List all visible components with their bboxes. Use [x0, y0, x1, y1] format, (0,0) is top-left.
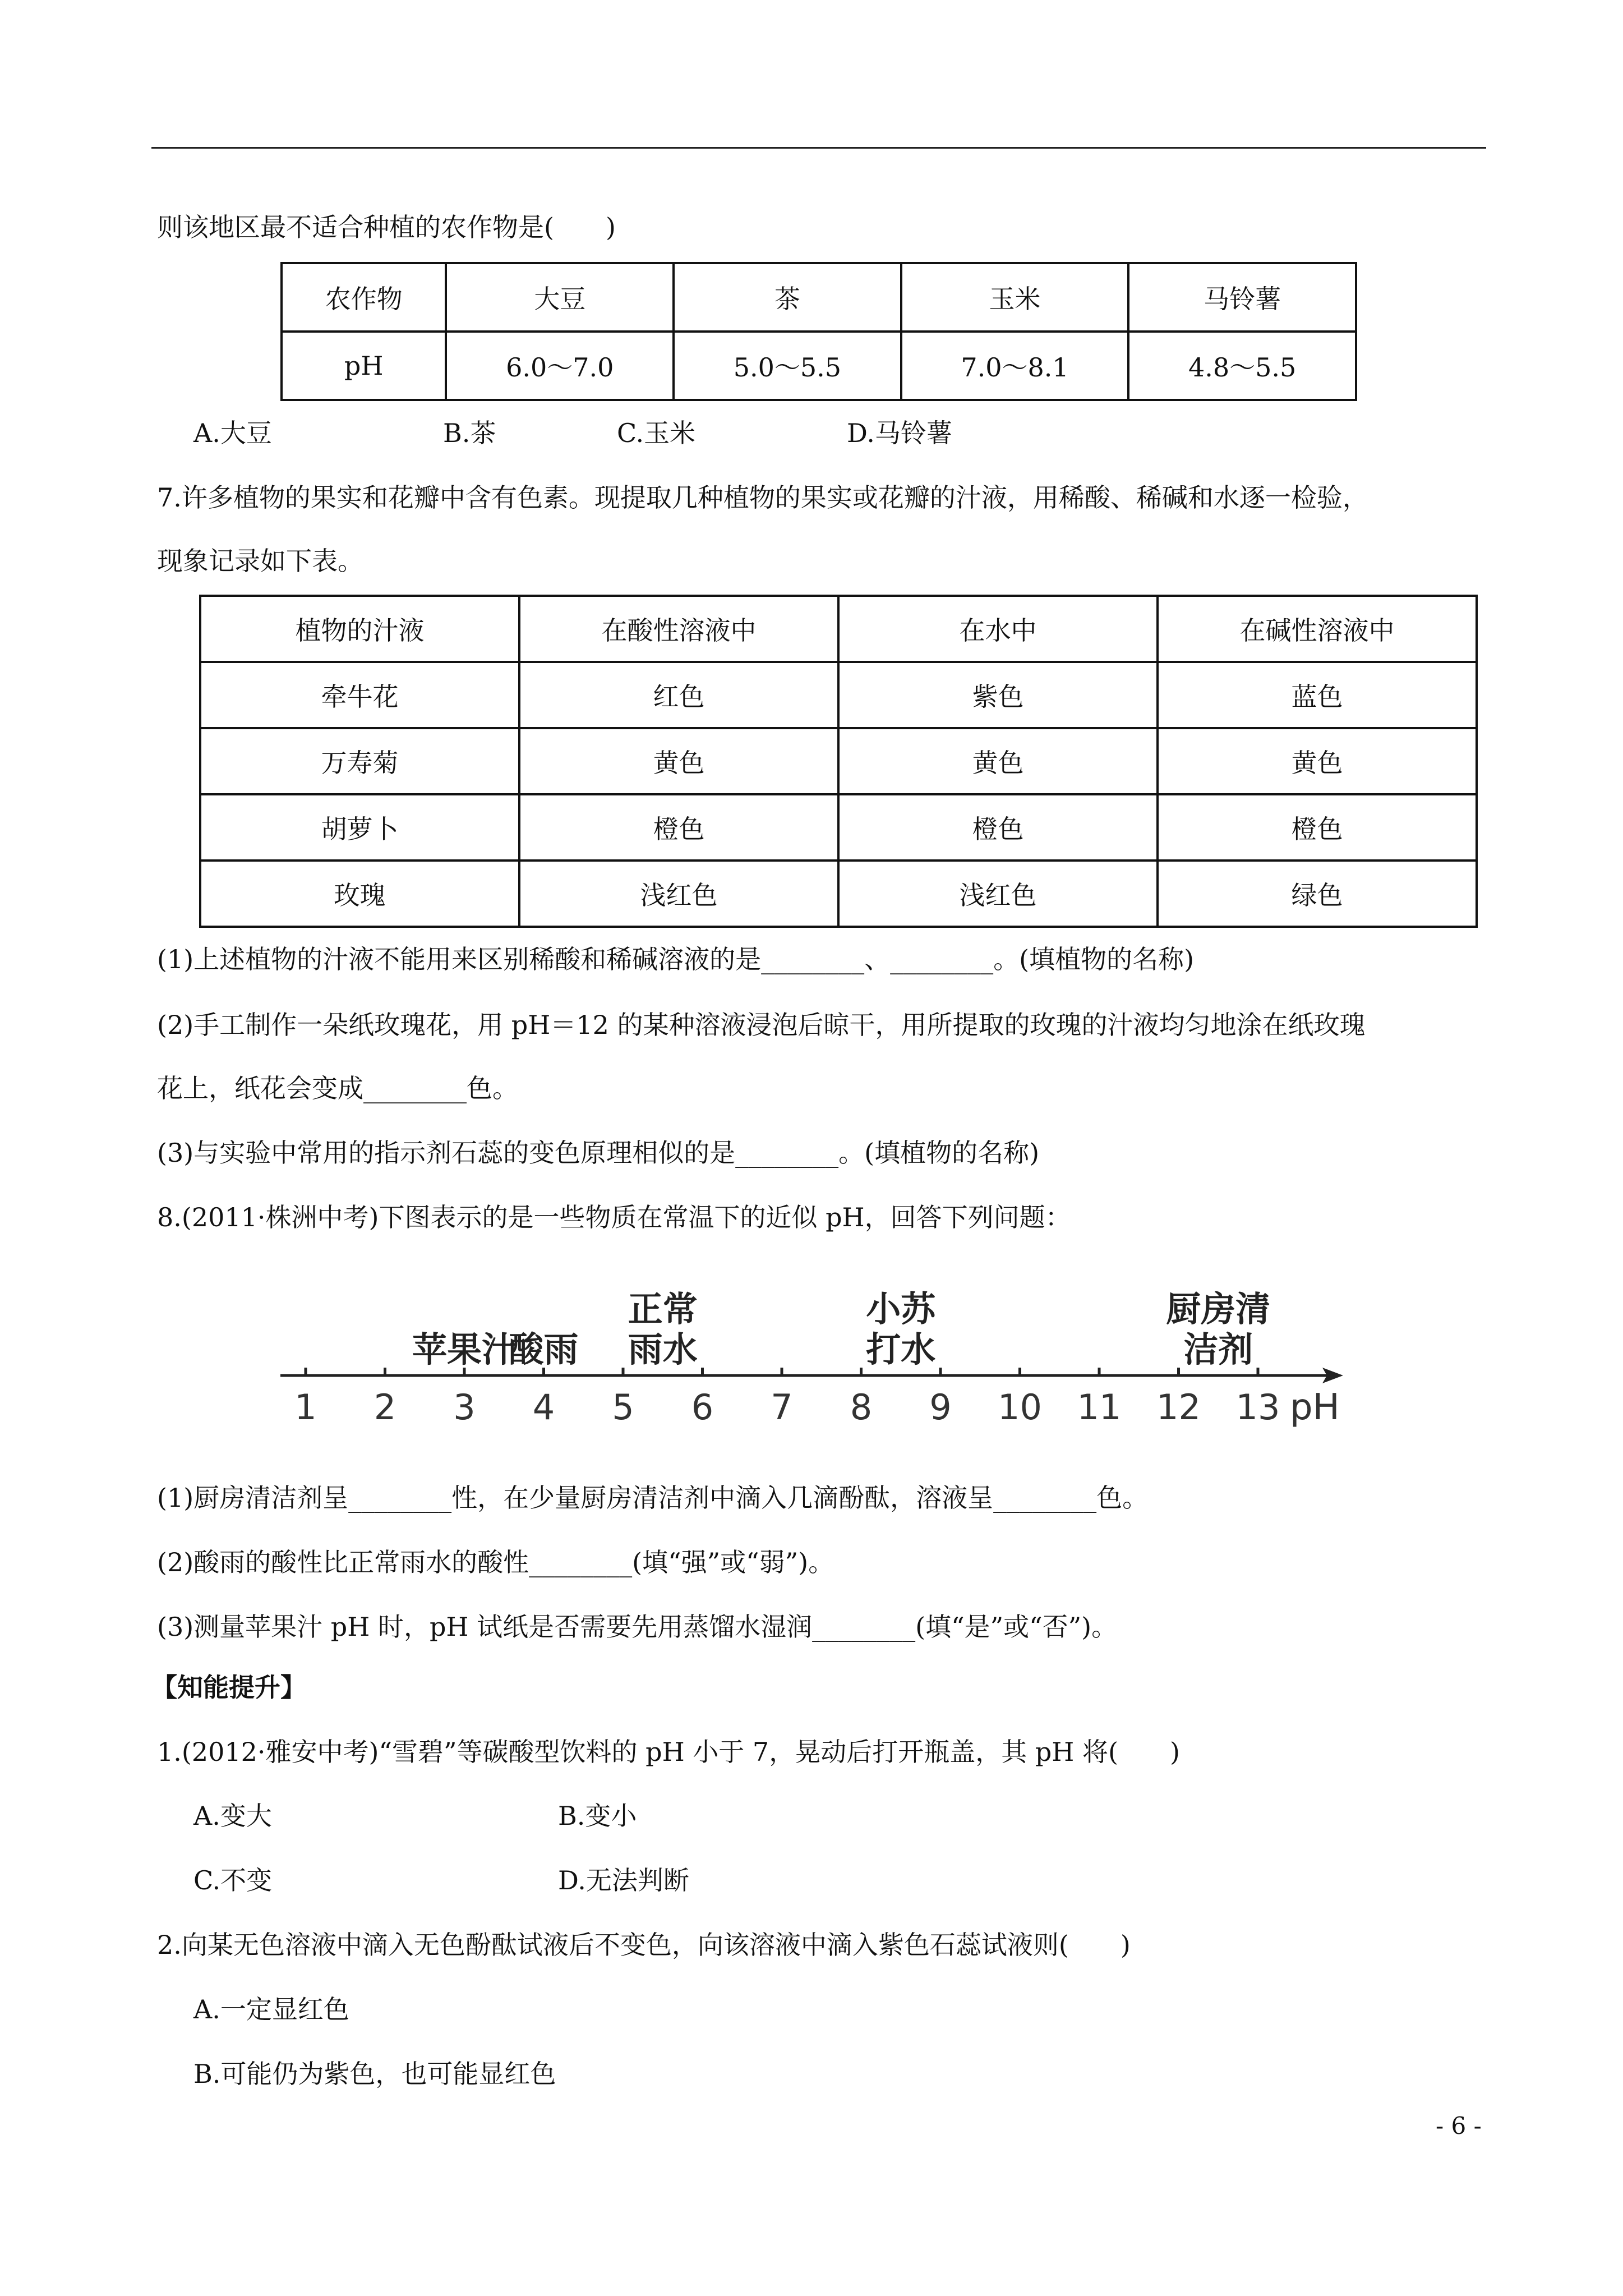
ph-tick-label: 13	[1235, 1387, 1280, 1428]
p1-option-a: A.变大	[193, 1801, 272, 1831]
ph-substance-label: 打水	[866, 1329, 936, 1370]
ph-tick-label: 10	[998, 1387, 1042, 1428]
q7-cell: 牵牛花	[200, 662, 519, 728]
q7-indicator-table	[199, 595, 1478, 928]
q7-cell: 橙色	[519, 794, 838, 861]
table-row	[200, 794, 1477, 861]
q8-sub2: (2)酸雨的酸性比正常雨水的酸性________(填“强”或“弱”)。	[157, 1547, 834, 1577]
q7-cell: 玫瑰	[200, 861, 519, 927]
q7-cell: 浅红色	[519, 861, 838, 927]
ph-tick-label: 9	[929, 1387, 952, 1428]
q7-header-cell: 在碱性溶液中	[1158, 596, 1477, 662]
p1-option-c: C.不变	[193, 1865, 273, 1895]
ph-tick-label: 12	[1156, 1387, 1201, 1428]
q6-ph-cell: 4.8～5.5	[1128, 332, 1356, 400]
ph-substance-label: 正常	[628, 1289, 698, 1329]
q6-header-cell: 马铃薯	[1128, 263, 1356, 332]
ph-substance-label: 酸雨	[509, 1329, 579, 1370]
ph-tick-label: 1	[294, 1387, 317, 1428]
q7-header-cell: 在水中	[838, 596, 1158, 662]
q8-sub1: (1)厨房清洁剂呈________性，在少量厨房清洁剂中滴入几滴酚酞，溶液呈________色。	[157, 1483, 1149, 1513]
q7-cell: 黄色	[838, 728, 1158, 794]
ph-tick-label: 2	[374, 1387, 396, 1428]
q7-sub1: (1)上述植物的汁液不能用来区别稀酸和稀碱溶液的是________、________。(填植物的名称)	[157, 944, 1195, 974]
q6-ph-cell: 6.0～7.0	[446, 332, 674, 400]
q7-cell: 胡萝卜	[200, 794, 519, 861]
q6-header-cell: 茶	[674, 263, 901, 332]
ph-substance-label: 雨水	[628, 1329, 698, 1370]
ph-unit-label: pH	[1290, 1387, 1340, 1428]
q6-option-b: B.茶	[443, 418, 496, 448]
ph-tick-label: 11	[1077, 1387, 1122, 1428]
q7-sub2-line1: (2)手工制作一朵纸玫瑰花，用 pH＝12 的某种溶液浸泡后晾干，用所提取的玫瑰的汁液均匀地涂在纸玫瑰	[157, 1010, 1366, 1040]
q7-cell: 黄色	[519, 728, 838, 794]
table-row	[200, 662, 1477, 728]
q7-stem-line1: 7.许多植物的果实和花瓣中含有色素。现提取几种植物的果实或花瓣的汁液，用稀酸、稀碱和水逐一检验，	[157, 482, 1368, 513]
q8-stem: 8.(2011·株洲中考)下图表示的是一些物质在常温下的近似 pH，回答下列问题：	[157, 1202, 1071, 1232]
q7-header-cell: 在酸性溶液中	[519, 596, 838, 662]
q7-cell: 浅红色	[838, 861, 1158, 927]
q7-sub2-line2: 花上，纸花会变成________色。	[157, 1073, 518, 1103]
header-rule	[151, 147, 1486, 149]
ph-substance-label: 厨房清	[1166, 1289, 1271, 1329]
q7-cell: 黄色	[1158, 728, 1477, 794]
q6-ph-cell: 5.0～5.5	[674, 332, 901, 400]
page-number: - 6 -	[1436, 2112, 1482, 2139]
table-row	[200, 861, 1477, 927]
q6-ph-cell: 7.0～8.1	[901, 332, 1129, 400]
p2-option-a: A.一定显红色	[193, 1994, 349, 2024]
ph-substance-label: 洁剂	[1183, 1329, 1253, 1370]
q6-ph-cell: pH	[282, 332, 446, 400]
ph-tick-label: 6	[691, 1387, 714, 1428]
q7-sub3: (3)与实验中常用的指示剂石蕊的变色原理相似的是________。(填植物的名称)	[157, 1138, 1040, 1168]
ph-substance-label: 苹果汁	[412, 1329, 517, 1370]
ph-tick-label: 7	[771, 1387, 793, 1428]
q7-cell: 万寿菊	[200, 728, 519, 794]
ph-tick-label: 3	[453, 1387, 476, 1428]
p1-stem: 1.(2012·雅安中考)“雪碧”等碳酸型饮料的 pH 小于 7，晃动后打开瓶盖，其 pH 将( )	[157, 1737, 1180, 1767]
q6-option-a: A.大豆	[193, 418, 272, 448]
ph-scale-diagram	[0, 1251, 1623, 1464]
p1-option-b: B.变小	[558, 1801, 637, 1831]
p2-option-b: B.可能仍为紫色，也可能显红色	[193, 2059, 556, 2089]
section-title: 【知能提升】	[151, 1672, 306, 1703]
q6-header-cell: 玉米	[901, 263, 1129, 332]
ph-tick-label: 5	[612, 1387, 634, 1428]
q7-header-cell: 植物的汁液	[200, 596, 519, 662]
q6-header-cell: 农作物	[282, 263, 446, 332]
q7-cell: 橙色	[1158, 794, 1477, 861]
ph-substance-label: 小苏	[866, 1289, 936, 1329]
q7-cell: 橙色	[838, 794, 1158, 861]
q7-cell: 绿色	[1158, 861, 1477, 927]
q7-cell: 红色	[519, 662, 838, 728]
q6-option-d: D.马铃薯	[847, 418, 952, 448]
table-row	[200, 728, 1477, 794]
ph-tick-label: 8	[850, 1387, 873, 1428]
p2-stem: 2.向某无色溶液中滴入无色酚酞试液后不变色，向该溶液中滴入紫色石蕊试液则( )	[157, 1930, 1131, 1960]
p1-option-d: D.无法判断	[558, 1865, 689, 1895]
q6-header-cell: 大豆	[446, 263, 674, 332]
q7-cell: 蓝色	[1158, 662, 1477, 728]
ph-tick-label: 4	[532, 1387, 555, 1428]
q6-crop-ph-table	[280, 262, 1357, 401]
q6-stem: 则该地区最不适合种植的农作物是( )	[157, 212, 616, 242]
q8-sub3: (3)测量苹果汁 pH 时，pH 试纸是否需要先用蒸馏水湿润________(填“是”或“否”)。	[157, 1612, 1118, 1642]
q6-option-c: C.玉米	[617, 418, 696, 448]
q7-cell: 紫色	[838, 662, 1158, 728]
q7-stem-line2: 现象记录如下表。	[157, 546, 363, 576]
